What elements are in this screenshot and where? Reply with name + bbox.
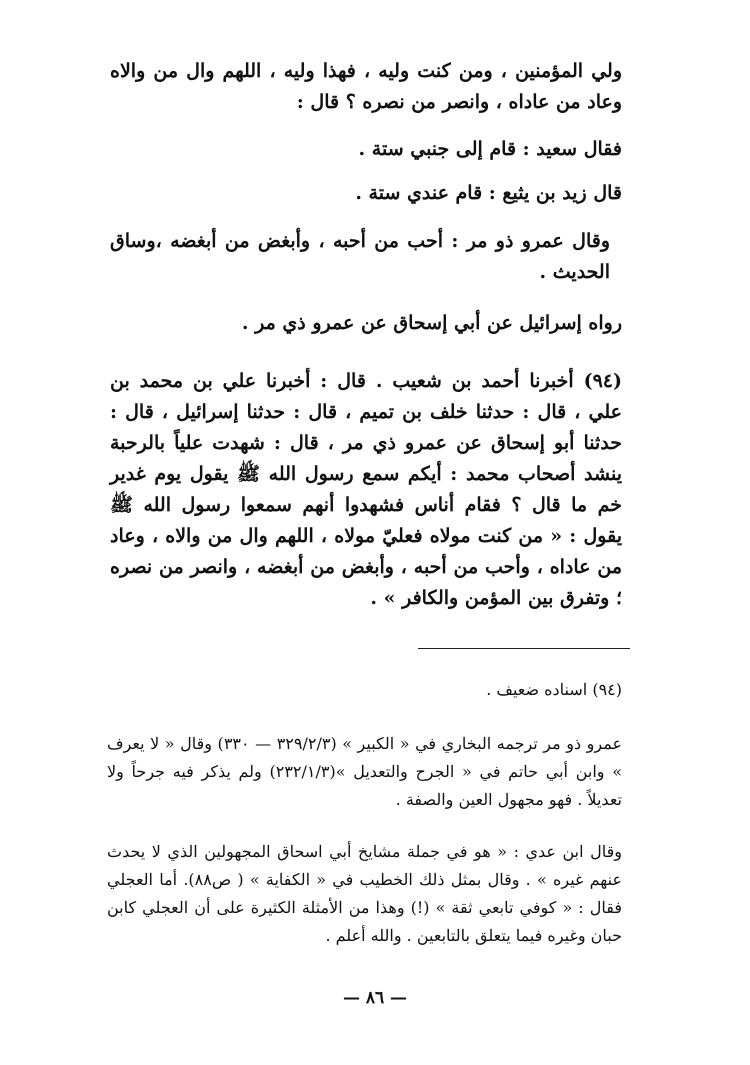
main-paragraph-1: ولي المؤمنين ، ومن كنت وليه ، فهذا وليه ، اللهم وال من والاه وعاد من عاداه ، وانصر من نصره ؟ قال : — [110, 60, 622, 113]
page-number: — ٨٦ — — [342, 988, 408, 1008]
footnote-divider — [418, 648, 630, 649]
hadith-94: (٩٤) أخبرنا أحمد بن شعيب . قال : أخبرنا علي بن محمد بن علي ، قال : حدثنا خلف بن تميم ، قال : حدثنا إسرائيل ، قال : حدثنا أبو إسحاق عن عمرو ذي مر ، قال : شهدت علياً بالرحبة ينشد أصحاب محمد : أيكم سمع رسول الله ﷺ يقول يوم غدير خم ما قال ؟ فقام أناس فشهدوا أنهم سمعوا رسول الله ﷺ يقول : « من كنت مولاه فعليّ مولاه ، اللهم وال من والاه ، وعاد من عاداه ، وأحب من أحبه ، وأبغض من أبغضه ، وانصر من نصره ؛ وتفرق بين المؤمن والكافر » . — [110, 370, 622, 609]
main-paragraph-2: فقال سعيد : قام إلى جنبي ستة . — [358, 138, 622, 160]
main-paragraph-4: وقال عمرو ذو مر : أحب من أحبه ، وأبغض من أبغضه ،وساق الحديث . — [110, 230, 610, 283]
main-paragraph-5: رواه إسرائيل عن أبي إسحاق عن عمرو ذي مر . — [241, 312, 622, 334]
footnote-heading: (٩٤) اسناده ضعيف . — [486, 680, 622, 699]
footnote-paragraph-1: عمرو ذو مر ترجمه البخاري في « الكبير » (٣٢٩/٢/٣ — ٣٣٠) وقال « لا يعرف » وابن أبي حاتم في « الجرح والتعديل »(٢٣٢/١/٣) ولم يذكر فيه جرحاً ولا تعديلاً . فهو مجهول العين والصفة . — [107, 734, 623, 809]
main-paragraph-3: قال زيد بن يثيع : قام عندي ستة . — [355, 182, 622, 204]
footnote-paragraph-2: وقال ابن عدي : « هو في جملة مشايخ أبي اسحاق المجهولين الذي لا يحدث عنهم غيره » . وقال بمثل ذلك الخطيب في « الكفاية » ( ص٨٨). أما العجلي فقال : « كوفي تابعي ثقة » (!) وهذا من الأمثلة الكثيرة على أن العجلي كابن حبان وغيره فيما يتعلق بالتابعين . والله أعلم . — [107, 842, 623, 945]
